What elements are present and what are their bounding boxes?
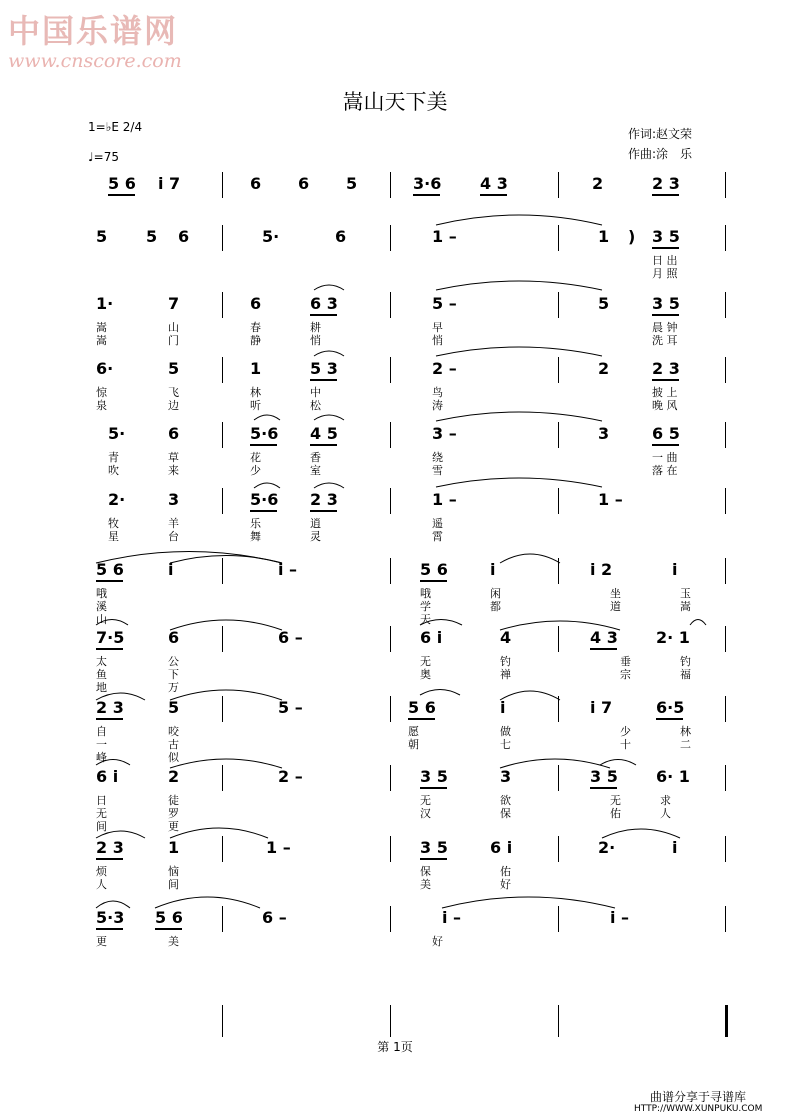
lyric-syllable: 更: [168, 820, 179, 833]
lyric-syllable: 无: [96, 807, 107, 820]
note: 5 3: [310, 359, 338, 378]
slur-arc: [314, 415, 344, 420]
slur-arc: [500, 554, 560, 563]
lyric-syllable: 山: [96, 613, 107, 626]
lyric-syllable: 道: [610, 600, 621, 613]
lyric-syllable: 中: [310, 386, 321, 399]
lyric-syllable: 徒: [168, 794, 179, 807]
footer-url: HTTP://WWW.XUNPUKU.COM: [634, 1104, 763, 1114]
key-text: 1=♭E: [88, 120, 119, 134]
lyric-syllable: 春: [250, 321, 261, 334]
note: 5: [96, 227, 108, 246]
lyric-syllable: 罗: [168, 807, 179, 820]
lyric-syllable: 涛: [432, 399, 443, 412]
slur-arc: [436, 215, 602, 225]
note: 6 i: [96, 767, 119, 786]
note: i –: [442, 908, 462, 927]
lyric-syllable: 少: [620, 725, 631, 738]
slur-arc: [170, 556, 282, 564]
note: i –: [610, 908, 630, 927]
note: 3: [500, 767, 512, 786]
footer-share-text: 曲谱分享于寻谱库: [650, 1090, 747, 1104]
note: 2 3: [310, 490, 338, 509]
lyric-syllable: 咬: [168, 725, 179, 738]
note: i –: [278, 560, 298, 579]
lyric-syllable: 峰: [96, 751, 107, 764]
lyricist-credit: 作词:赵文荣: [628, 127, 693, 141]
lyric-syllable: 早: [432, 321, 443, 334]
lyric-syllable: 霄: [432, 530, 443, 543]
note: 5 6: [96, 560, 124, 579]
lyric-syllable: 奥: [420, 668, 431, 681]
lyric-syllable: 七: [500, 738, 511, 751]
note: 6: [178, 227, 190, 246]
lyric-syllable: 做: [500, 725, 511, 738]
lyric-syllable: 雪: [432, 464, 443, 477]
lyric-syllable: 惊: [96, 386, 107, 399]
note: 1: [168, 838, 180, 857]
lyric-syllable: 玉: [680, 587, 691, 600]
note: 5 –: [432, 294, 457, 313]
note: 4 3: [590, 628, 618, 647]
note: 2: [168, 767, 180, 786]
tempo-marking: ♩=75: [88, 150, 119, 164]
lyric-syllable: 林: [250, 386, 261, 399]
note: 1·: [96, 294, 114, 313]
lyric-syllable: 佑: [610, 807, 621, 820]
note: 2: [592, 174, 604, 193]
lyric-syllable: 禅: [500, 668, 511, 681]
lyric-syllable: 天: [420, 613, 431, 626]
lyric-syllable: 公: [168, 655, 179, 668]
lyric-syllable: 鱼: [96, 668, 107, 681]
lyric-syllable: 万: [168, 681, 179, 694]
note: 3: [598, 424, 610, 443]
lyric-syllable: 日 出: [652, 254, 678, 267]
slur-arc: [96, 760, 130, 766]
slur-arc: [170, 759, 282, 768]
lyric-syllable: 嵩: [96, 321, 107, 334]
lyric-syllable: 福: [680, 668, 691, 681]
lyric-syllable: 闲: [490, 587, 501, 600]
lyric-syllable: 溪: [96, 600, 107, 613]
slur-arc: [420, 690, 460, 696]
note: 3 5: [590, 767, 618, 786]
note: 7·5: [96, 628, 125, 647]
lyric-syllable: 钓: [680, 655, 691, 668]
note: 2 –: [278, 767, 303, 786]
note: 6: [168, 628, 180, 647]
note: 5 6: [155, 908, 183, 927]
lyric-syllable: 舞: [250, 530, 261, 543]
note: 6 5: [652, 424, 680, 443]
lyric-syllable: 下: [168, 668, 179, 681]
note: 4 5: [310, 424, 338, 443]
lyric-syllable: 台: [168, 530, 179, 543]
note: 5: [346, 174, 358, 193]
lyric-syllable: 松: [310, 399, 321, 412]
lyric-syllable: 边: [168, 399, 179, 412]
lyric-syllable: 朝: [408, 738, 419, 751]
lyric-syllable: 鸟: [432, 386, 443, 399]
slur-arc: [436, 347, 602, 356]
lyric-syllable: 人: [660, 807, 671, 820]
note: 2·: [108, 490, 126, 509]
slur-arc: [170, 828, 268, 838]
note: 6: [298, 174, 310, 193]
slur-arc: [314, 483, 344, 488]
slur-arc: [690, 620, 706, 626]
note: 5·6: [250, 424, 279, 443]
lyric-syllable: 逍: [310, 517, 321, 530]
lyric-syllable: 太: [96, 655, 107, 668]
note: 2 3: [96, 698, 124, 717]
slur-arc: [600, 760, 636, 766]
note: i: [672, 838, 678, 857]
lyric-syllable: 一 曲: [652, 451, 678, 464]
lyric-syllable: 美: [420, 878, 431, 891]
note: 3 –: [432, 424, 457, 443]
lyric-syllable: 恼: [168, 865, 179, 878]
song-title: 嵩山天下美: [342, 90, 448, 114]
lyric-syllable: 汉: [420, 807, 431, 820]
note: ): [628, 227, 636, 246]
slur-arc: [170, 620, 282, 630]
lyric-syllable: 落 在: [652, 464, 678, 477]
lyric-syllable: 来: [168, 464, 179, 477]
slur-arc: [442, 897, 615, 908]
slur-arc: [500, 759, 610, 768]
lyric-syllable: 静: [250, 334, 261, 347]
slur-arc: [500, 691, 560, 700]
note: 5·3: [96, 908, 125, 927]
lyric-syllable: 日: [96, 794, 107, 807]
lyric-syllable: 学: [420, 600, 431, 613]
lyric-syllable: 悄: [310, 334, 321, 347]
slur-arc: [314, 285, 344, 290]
note: 2 3: [652, 359, 680, 378]
note: 5: [598, 294, 610, 313]
slur-arc: [436, 281, 602, 290]
note: 5·: [108, 424, 126, 443]
note: 1 –: [432, 227, 457, 246]
lyric-syllable: 坐: [610, 587, 621, 600]
lyric-syllable: 垂: [620, 655, 631, 668]
lyric-syllable: 星: [108, 530, 119, 543]
lyric-syllable: 佑: [500, 865, 511, 878]
lyric-syllable: 美: [168, 935, 179, 948]
lyric-syllable: 晚 风: [652, 399, 678, 412]
lyric-syllable: 遥: [432, 517, 443, 530]
lyric-syllable: 哦: [96, 587, 107, 600]
slur-arc: [96, 901, 130, 908]
lyric-syllable: 十: [620, 738, 631, 751]
lyric-syllable: 绕: [432, 451, 443, 464]
lyric-syllable: 求: [660, 794, 671, 807]
lyric-syllable: 青: [108, 451, 119, 464]
watermark-url: www.cnscore.com: [8, 50, 182, 72]
lyric-syllable: 都: [490, 600, 501, 613]
lyric-syllable: 山: [168, 321, 179, 334]
note: 5 –: [278, 698, 303, 717]
note: 2·: [598, 838, 616, 857]
watermark-logo: 中国乐谱网: [8, 12, 179, 50]
note: 5: [146, 227, 158, 246]
slur-arc: [314, 351, 344, 356]
slur-arc: [420, 620, 462, 626]
lyric-syllable: 听: [250, 399, 261, 412]
slur-arc: [96, 620, 128, 626]
note: 2 3: [96, 838, 124, 857]
lyric-syllable: 保: [420, 865, 431, 878]
slur-arc: [254, 415, 280, 420]
note: i 7: [590, 698, 613, 717]
lyric-syllable: 二: [680, 738, 691, 751]
note: 3: [168, 490, 180, 509]
note: 1 –: [266, 838, 291, 857]
lyric-syllable: 好: [432, 935, 443, 948]
note: 1 –: [432, 490, 457, 509]
note: 6· 1: [656, 767, 690, 786]
lyric-syllable: 古: [168, 738, 179, 751]
lyric-syllable: 无: [420, 655, 431, 668]
lyric-syllable: 花: [250, 451, 261, 464]
slur-arc: [96, 831, 145, 838]
composer-credit: 作曲:涂 乐: [628, 147, 693, 161]
note: 5 6: [420, 560, 448, 579]
lyric-syllable: 欲: [500, 794, 511, 807]
lyric-syllable: 哦: [420, 587, 431, 600]
time-signature: 2/4: [122, 120, 143, 134]
note: 5 6: [408, 698, 436, 717]
note: 3 5: [652, 227, 680, 246]
note: 3·6: [413, 174, 442, 193]
lyric-syllable: 烦: [96, 865, 107, 878]
lyric-syllable: 牧: [108, 517, 119, 530]
note: i: [490, 560, 496, 579]
lyric-syllable: 吹: [108, 464, 119, 477]
lyric-syllable: 林: [680, 725, 691, 738]
note: 6 3: [310, 294, 338, 313]
note: 1 –: [598, 490, 623, 509]
lyric-syllable: 无: [610, 794, 621, 807]
note: 1: [598, 227, 610, 246]
note: 2 –: [432, 359, 457, 378]
note: 2: [598, 359, 610, 378]
lyric-syllable: 间: [168, 878, 179, 891]
lyric-syllable: 耕: [310, 321, 321, 334]
slur-arc: [155, 897, 260, 908]
lyric-syllable: 门: [168, 334, 179, 347]
lyric-syllable: 好: [500, 878, 511, 891]
note: 6 –: [262, 908, 287, 927]
lyric-syllable: 无: [420, 794, 431, 807]
note: 6: [335, 227, 347, 246]
lyric-syllable: 晨 钟: [652, 321, 678, 334]
lyric-syllable: 嵩: [96, 334, 107, 347]
lyric-syllable: 香: [310, 451, 321, 464]
note: i: [672, 560, 678, 579]
lyric-syllable: 宗: [620, 668, 631, 681]
note: 4: [500, 628, 512, 647]
note: 6·5: [656, 698, 685, 717]
note: 5·: [262, 227, 280, 246]
note: 6: [168, 424, 180, 443]
slur-arc: [500, 621, 620, 630]
lyric-syllable: 室: [310, 464, 321, 477]
note: 3 5: [420, 838, 448, 857]
lyric-syllable: 草: [168, 451, 179, 464]
note: i 7: [158, 174, 181, 193]
lyric-syllable: 似: [168, 751, 179, 764]
page-number: 第 1页: [377, 1040, 413, 1054]
slur-arc: [96, 693, 145, 700]
lyric-syllable: 一: [96, 738, 107, 751]
note: 2 3: [652, 174, 680, 193]
lyric-syllable: 月 照: [652, 267, 678, 280]
lyric-syllable: 悄: [432, 334, 443, 347]
lyric-syllable: 嵩: [680, 600, 691, 613]
lyric-syllable: 更: [96, 935, 107, 948]
note: 6·: [96, 359, 114, 378]
note: 6: [250, 294, 262, 313]
lyric-syllable: 洗 耳: [652, 334, 678, 347]
slur-arc: [436, 478, 602, 487]
note: 1: [250, 359, 262, 378]
lyric-syllable: 地: [96, 681, 107, 694]
lyric-syllable: 钓: [500, 655, 511, 668]
slur-arc: [254, 483, 280, 488]
lyric-syllable: 保: [500, 807, 511, 820]
note: 5·6: [250, 490, 279, 509]
slur-arc: [170, 690, 282, 700]
lyric-syllable: 自: [96, 725, 107, 738]
lyric-syllable: 间: [96, 820, 107, 833]
note: 6 i: [490, 838, 513, 857]
note: 4 3: [480, 174, 508, 193]
note: 6 i: [420, 628, 443, 647]
note: i 2: [590, 560, 613, 579]
note: 5: [168, 359, 180, 378]
note: 7: [168, 294, 180, 313]
slur-arc: [602, 829, 680, 838]
lyric-syllable: 愿: [408, 725, 419, 738]
lyric-syllable: 人: [96, 878, 107, 891]
lyric-syllable: 羊: [168, 517, 179, 530]
lyric-syllable: 披 上: [652, 386, 678, 399]
lyric-syllable: 灵: [310, 530, 321, 543]
note: 5: [168, 698, 180, 717]
note: 6: [250, 174, 262, 193]
note: 3 5: [652, 294, 680, 313]
lyric-syllable: 飞: [168, 386, 179, 399]
lyric-syllable: 乐: [250, 517, 261, 530]
note: 5 6: [108, 174, 136, 193]
lyric-syllable: 少: [250, 464, 261, 477]
note: 3 5: [420, 767, 448, 786]
note: 6 –: [278, 628, 303, 647]
lyric-syllable: 泉: [96, 399, 107, 412]
note: 2· 1: [656, 628, 690, 647]
note: i: [168, 560, 174, 579]
note: i: [500, 698, 506, 717]
slur-arc: [436, 412, 602, 421]
